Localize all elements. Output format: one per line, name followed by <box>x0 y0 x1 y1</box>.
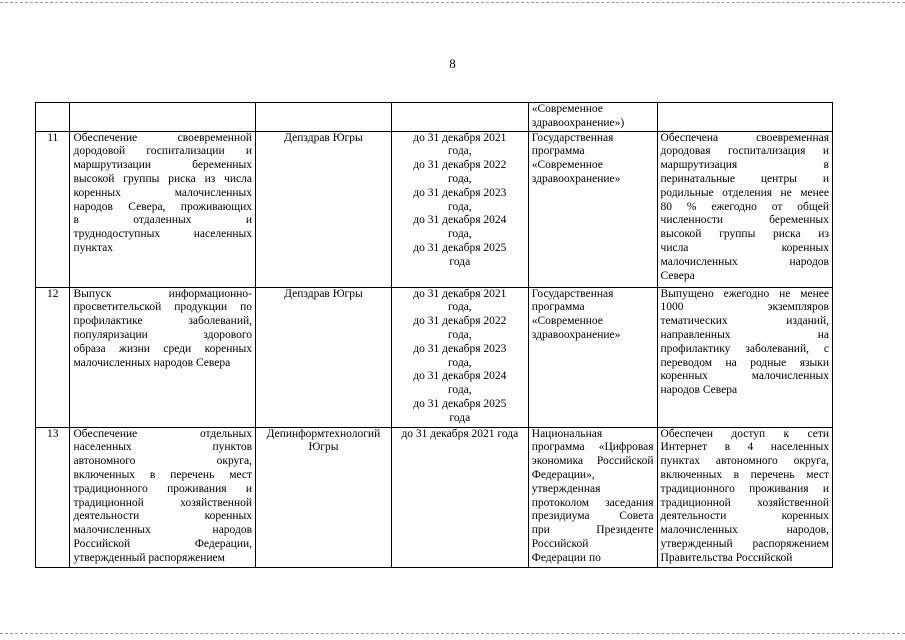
cell-line: программа «Цифровая <box>531 441 654 454</box>
cell-line: народов Севера <box>660 384 738 397</box>
cell-line: малочисленных народов <box>660 255 829 268</box>
cell-num: 13 <box>36 427 70 567</box>
cell-line: утвержденный распоряжением <box>660 537 829 550</box>
cell-line: Обеспечение отдельных <box>73 427 253 440</box>
cell-num: 12 <box>36 287 70 427</box>
cell-line: до 31 декабря 2023 <box>413 186 507 199</box>
table-row-continuation <box>36 103 833 132</box>
cell-line: численности беременных <box>660 214 829 227</box>
cell-line: до 31 декабря 2022 <box>413 159 507 172</box>
cell-executor <box>256 103 392 132</box>
cell-line: 80 % ежегодно от общей <box>660 200 829 213</box>
cell-line: маршрутизация в <box>660 159 829 172</box>
scan-bottom-edge <box>0 633 905 634</box>
cell-line: до 31 декабря 2021 года <box>401 427 519 440</box>
cell-executor <box>256 287 392 427</box>
cell-line: экономика Российской <box>531 455 654 468</box>
scan-top-edge <box>0 2 905 3</box>
cell-line: высокой группы риска из <box>660 228 829 241</box>
cell-line: деятельности коренных <box>73 510 253 523</box>
cell-result <box>657 103 832 132</box>
cell-line: здравоохранение» <box>531 328 621 341</box>
cell-line: маршрутизации беременных <box>73 159 253 172</box>
cell-line: года, <box>447 145 472 158</box>
cell-measure <box>70 287 256 427</box>
cell-line: Правительства Российской <box>660 551 793 564</box>
cell-line: «Современное <box>531 159 603 172</box>
table-row <box>36 131 833 287</box>
cell-line: года, <box>447 228 472 241</box>
cell-measure <box>70 131 256 287</box>
cell-line: просветительской продукции по <box>73 301 253 314</box>
cell-line: года <box>449 255 471 268</box>
cell-line: Обеспечение своевременной <box>73 131 253 144</box>
cell-line: высокой группы риска из числа <box>73 172 253 185</box>
cell-line: включенных в перечень мест <box>73 468 253 481</box>
measures-table <box>35 102 833 568</box>
cell-executor <box>256 131 392 287</box>
cell-line: Российской Федерации, <box>73 537 253 550</box>
cell-line: 1000 экземпляров <box>660 301 829 314</box>
cell-deadline <box>391 131 528 287</box>
cell-line: традиционной хозяйственной <box>660 496 829 509</box>
cell-num: 11 <box>36 131 70 287</box>
cell-line: Государственная <box>531 287 614 300</box>
cell-line: дородовой госпитализации и <box>73 145 253 158</box>
cell-line: Интернет в 4 населенных <box>660 441 829 454</box>
cell-line: малочисленных народов <box>73 524 253 537</box>
cell-line: в отдаленных и <box>73 214 253 227</box>
cell-line: профилактику заболеваний, с <box>660 342 829 355</box>
cell-line: профилактике заболеваний, <box>73 315 253 328</box>
cell-line: населенных пунктов <box>73 441 253 454</box>
cell-line: президиума Совета <box>531 510 654 523</box>
cell-line: пунктах <box>73 241 113 254</box>
cell-line: до 31 декабря 2021 <box>413 287 507 300</box>
cell-line: года, <box>447 328 472 341</box>
cell-line: включенных в перечень мест <box>660 468 829 481</box>
cell-result <box>657 131 832 287</box>
table-row <box>36 427 833 567</box>
cell-line: утвержденный распоряжением <box>73 551 225 564</box>
cell-line: программа <box>531 145 585 158</box>
cell-line: малочисленных народов, <box>660 524 829 537</box>
cell-line: до 31 декабря 2025 <box>413 241 507 254</box>
cell-line: до 31 декабря 2024 <box>413 214 507 227</box>
cell-line: Обеспечена своевременная <box>660 131 829 144</box>
cell-line: традиционного проживания и <box>660 482 829 495</box>
cell-line: Депздрав Югры <box>284 287 363 300</box>
cell-line: до 31 декабря 2023 <box>413 342 507 355</box>
cell-deadline <box>391 287 528 427</box>
cell-line: дородовая госпитализация и <box>660 145 829 158</box>
cell-line: протоколом заседания <box>531 496 654 509</box>
cell-line: до 31 декабря 2021 <box>413 131 507 144</box>
cell-line: числа коренных <box>660 241 829 254</box>
cell-line: при Президенте <box>531 524 654 537</box>
cell-deadline <box>391 103 528 132</box>
cell-line: Государственная <box>531 131 614 144</box>
cell-line: Депздрав Югры <box>284 131 363 144</box>
cell-program <box>528 131 657 287</box>
cell-line: деятельности коренных <box>660 510 829 523</box>
cell-measure <box>70 427 256 567</box>
cell-line: переводом на родные языки <box>660 356 829 369</box>
cell-line: Федерации», <box>531 468 595 481</box>
cell-line: «Современное <box>531 103 603 115</box>
cell-result <box>657 427 832 567</box>
cell-line: родильные отделения не менее <box>660 186 829 199</box>
cell-line: до 31 декабря 2025 <box>413 397 507 410</box>
cell-line: направленных на <box>660 328 829 341</box>
cell-line: образа жизни среди коренных <box>73 342 253 355</box>
cell-line: года, <box>447 200 472 213</box>
cell-result <box>657 287 832 427</box>
cell-line: Севера <box>660 269 695 282</box>
cell-line: коренных малочисленных <box>73 186 253 199</box>
cell-line: утвержденная <box>531 482 601 495</box>
cell-program <box>528 287 657 427</box>
cell-line: года, <box>447 301 472 314</box>
cell-line: года, <box>447 384 472 397</box>
cell-line: здравоохранение» <box>531 172 621 185</box>
cell-line: здравоохранение») <box>531 116 625 129</box>
cell-line: тематических изданий, <box>660 315 829 328</box>
cell-program <box>528 427 657 567</box>
cell-line: Российской <box>531 537 589 550</box>
table-row <box>36 287 833 427</box>
cell-line: перинатальные центры и <box>660 172 829 185</box>
cell-line: Депинформтехнологий <box>266 427 381 440</box>
cell-line: до 31 декабря 2022 <box>413 315 507 328</box>
cell-line: малочисленных народов Севера <box>73 356 231 369</box>
cell-line: года <box>449 411 471 424</box>
page-number: 8 <box>449 56 456 71</box>
cell-line: традиционного проживания и <box>73 482 253 495</box>
cell-line: пунктах автономного округа, <box>660 455 829 468</box>
cell-executor <box>256 427 392 567</box>
cell-line: Национальная <box>531 427 603 440</box>
cell-line: программа <box>531 301 585 314</box>
cell-line: «Современное <box>531 315 603 328</box>
cell-deadline <box>391 427 528 567</box>
cell-measure <box>70 103 256 132</box>
cell-line: Югры <box>308 441 339 454</box>
cell-line: Федерации по <box>531 551 601 564</box>
cell-line: года, <box>447 172 472 185</box>
cell-line: традиционной хозяйственной <box>73 496 253 509</box>
cell-line: Обеспечен доступ к сети <box>660 427 829 440</box>
cell-line: автономного округа, <box>73 455 253 468</box>
cell-line: Выпущено ежегодно не менее <box>660 287 829 300</box>
cell-line: Выпуск информационно- <box>73 287 253 300</box>
cell-line: народов Севера, проживающих <box>73 200 253 213</box>
cell-line: коренных малочисленных <box>660 370 829 383</box>
cell-line: до 31 декабря 2024 <box>413 370 507 383</box>
cell-line: года, <box>447 356 472 369</box>
cell-line: труднодоступных населенных <box>73 228 253 241</box>
cell-program <box>528 103 657 132</box>
cell-line: популяризации здорового <box>73 328 253 341</box>
cell-num <box>36 103 70 132</box>
